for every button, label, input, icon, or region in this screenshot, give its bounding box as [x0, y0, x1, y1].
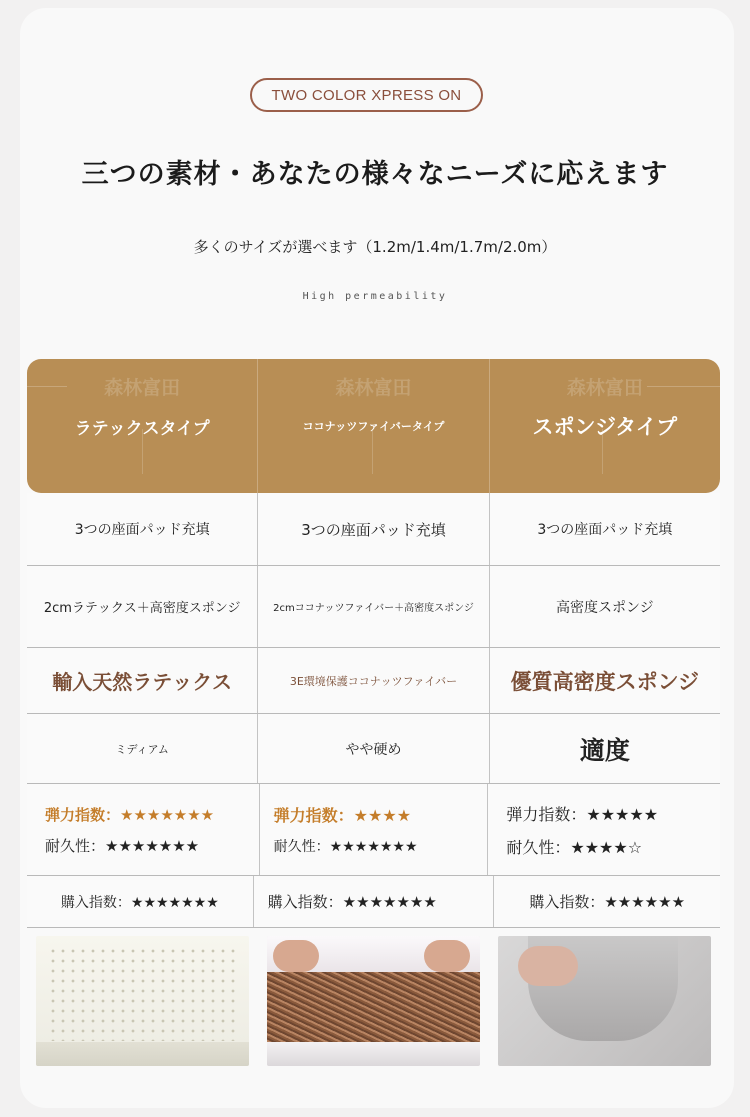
table-cell: 輸入天然ラテックス: [52, 670, 233, 694]
table-row-purchase: [27, 876, 720, 928]
table-cell: [27, 784, 259, 875]
durability-rating: 耐久性：★★★★★★★: [45, 836, 200, 855]
column-title: スポンジタイプ: [532, 415, 678, 439]
table-cell: 適度: [489, 714, 720, 783]
sponge-pad-image: [498, 936, 711, 1066]
column-title: ココナッツファイバータイプ: [302, 420, 445, 433]
product-images: [27, 936, 720, 1066]
durability-rating: 耐久性：★★★★☆: [506, 837, 643, 857]
elasticity-rating: 弾力指数：★★★★★★★: [45, 805, 215, 824]
watermark: 森林富田: [104, 377, 181, 399]
page-title: 三つの素材・あなたの様々なニーズに応えます: [81, 159, 669, 190]
table-cell: 購入指数：★★★★★★★: [60, 894, 219, 911]
table-header: [27, 359, 720, 493]
table-cell: [259, 784, 488, 875]
table-cell: [487, 784, 720, 875]
table-row-ratings: [27, 784, 720, 876]
column-header-latex: [27, 359, 257, 493]
column-title: ラテックスタイプ: [74, 418, 210, 439]
column-header-coconut: [257, 359, 488, 493]
table-cell: 2cmココナッツファイバー＋高密度スポンジ: [257, 566, 488, 647]
coconut-fiber-pad-image: [267, 936, 480, 1066]
table-cell: 3つの座面パッド充填: [489, 493, 720, 565]
durability-rating: 耐久性：★★★★★★★: [273, 839, 418, 855]
table-cell: 購入指数：★★★★★★: [493, 876, 720, 927]
table-cell: ミディアム: [115, 742, 169, 756]
table-row-material: [27, 648, 720, 714]
column-header-sponge: [489, 359, 720, 493]
table-row-composition: [27, 566, 720, 648]
table-cell: 3つの座面パッド充填: [257, 493, 488, 565]
latex-pad-image: [36, 936, 249, 1066]
table-cell: 購入指数：★★★★★★★: [253, 876, 494, 927]
elasticity-rating: 弾力指数：★★★★: [273, 806, 412, 825]
elasticity-rating: 弾力指数：★★★★★: [506, 804, 659, 824]
table-cell: 3つの座面パッド充填: [74, 522, 210, 538]
brand-badge: TWO COLOR XPRESS ON: [250, 78, 483, 112]
table-row-firmness: [27, 714, 720, 784]
table-cell: 優質高密度スポンジ: [489, 648, 720, 713]
table-row-fill: [27, 493, 720, 566]
table-cell: 2cmラテックス＋高密度スポンジ: [43, 601, 241, 616]
comparison-table: [27, 359, 720, 1066]
table-cell: 3E環境保護ココナッツファイバー: [257, 648, 488, 713]
size-options-text: 多くのサイズが選べます（1.2m/1.4m/1.7m/2.0m）: [193, 238, 557, 256]
table-cell: 高密度スポンジ: [489, 566, 720, 647]
watermark: 森林富田: [335, 377, 412, 399]
table-cell: やや硬め: [257, 714, 488, 783]
watermark: 森林富田: [566, 377, 643, 399]
tagline: High permeability: [302, 291, 448, 302]
